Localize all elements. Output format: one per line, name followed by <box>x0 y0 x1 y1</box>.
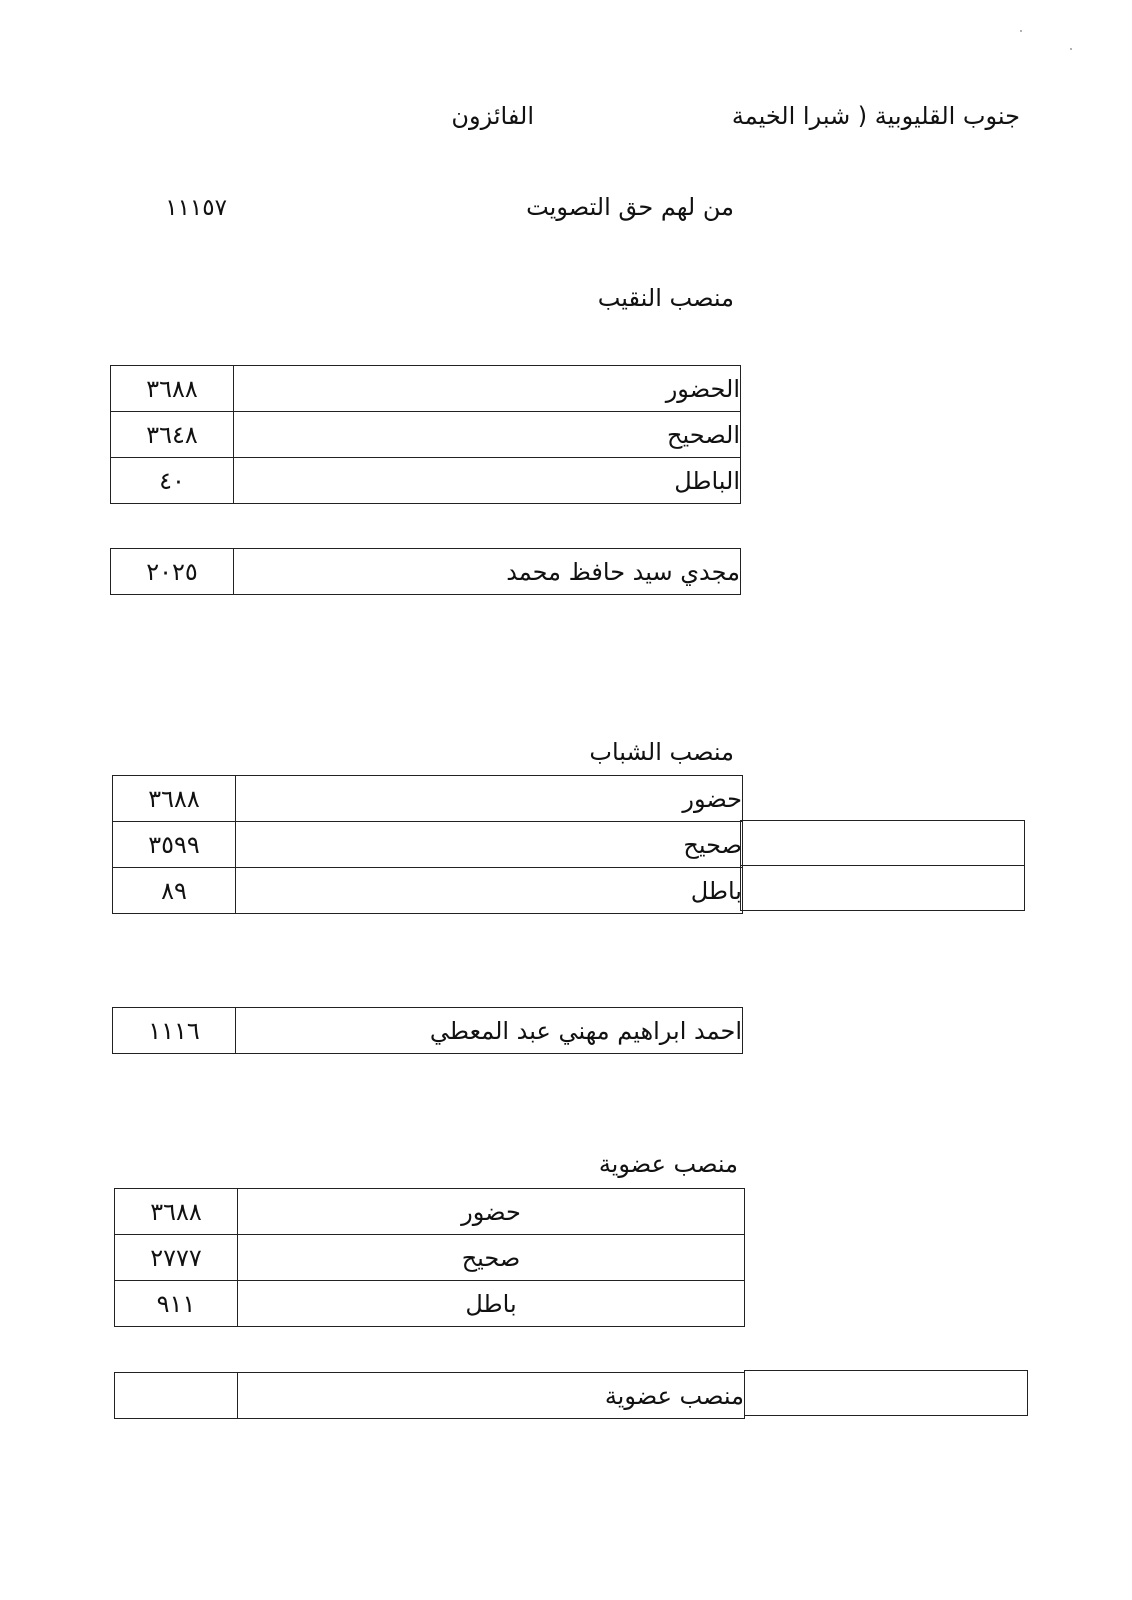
youth-winner-table <box>112 1007 743 1054</box>
membership-stats-table <box>114 1188 745 1327</box>
table-row <box>111 549 741 595</box>
winners-title: الفائزون <box>451 102 534 130</box>
eligible-voters-count: ١١١٥٧ <box>165 195 227 221</box>
youth-table-extension-divider <box>740 865 1025 866</box>
district-header: جنوب القليوبية ( شبرا الخيمة <box>731 102 1020 130</box>
table-row <box>113 822 743 868</box>
valid-value: ٢٧٧٧ <box>115 1235 238 1281</box>
valid-label: صحيح <box>238 1235 745 1281</box>
winner-name: منصب عضوية <box>238 1373 745 1419</box>
table-row <box>111 366 741 412</box>
table-row <box>111 458 741 504</box>
youth-stats-table <box>112 775 743 914</box>
naqib-stats-table <box>110 365 741 504</box>
valid-label: الصحيح <box>234 412 741 458</box>
eligible-voters-label: من لهم حق التصويت <box>526 193 734 221</box>
valid-value: ٣٦٤٨ <box>111 412 234 458</box>
invalid-value: ٤٠ <box>111 458 234 504</box>
naqib-section-title: منصب النقيب <box>597 284 734 312</box>
table-row <box>115 1373 745 1419</box>
invalid-label: الباطل <box>234 458 741 504</box>
youth-section-title: منصب الشباب <box>589 738 734 766</box>
table-row <box>115 1281 745 1327</box>
valid-value: ٣٥٩٩ <box>113 822 236 868</box>
invalid-label: باطل <box>238 1281 745 1327</box>
attendance-value: ٣٦٨٨ <box>111 366 234 412</box>
table-row <box>113 776 743 822</box>
attendance-value: ٣٦٨٨ <box>113 776 236 822</box>
scan-speck <box>1020 30 1022 32</box>
invalid-label: باطل <box>236 868 743 914</box>
table-row <box>113 1008 743 1054</box>
attendance-value: ٣٦٨٨ <box>115 1189 238 1235</box>
valid-label: صحيح <box>236 822 743 868</box>
attendance-label: حضور <box>238 1189 745 1235</box>
invalid-value: ٨٩ <box>113 868 236 914</box>
winner-name: احمد ابراهيم مهني عبد المعطي <box>236 1008 743 1054</box>
winner-votes: ٢٠٢٥ <box>111 549 234 595</box>
winner-name: مجدي سيد حافظ محمد <box>234 549 741 595</box>
table-row <box>111 412 741 458</box>
invalid-value: ٩١١ <box>115 1281 238 1327</box>
naqib-winner-table <box>110 548 741 595</box>
winner-votes <box>115 1373 238 1419</box>
table-row <box>115 1235 745 1281</box>
membership-section-title: منصب عضوية <box>598 1150 738 1178</box>
attendance-label: حضور <box>236 776 743 822</box>
winner-votes: ١١١٦ <box>113 1008 236 1054</box>
membership-table-extension <box>744 1370 1028 1416</box>
scan-speck <box>1070 48 1072 50</box>
attendance-label: الحضور <box>234 366 741 412</box>
membership-winner-table <box>114 1372 745 1419</box>
table-row <box>113 868 743 914</box>
table-row <box>115 1189 745 1235</box>
